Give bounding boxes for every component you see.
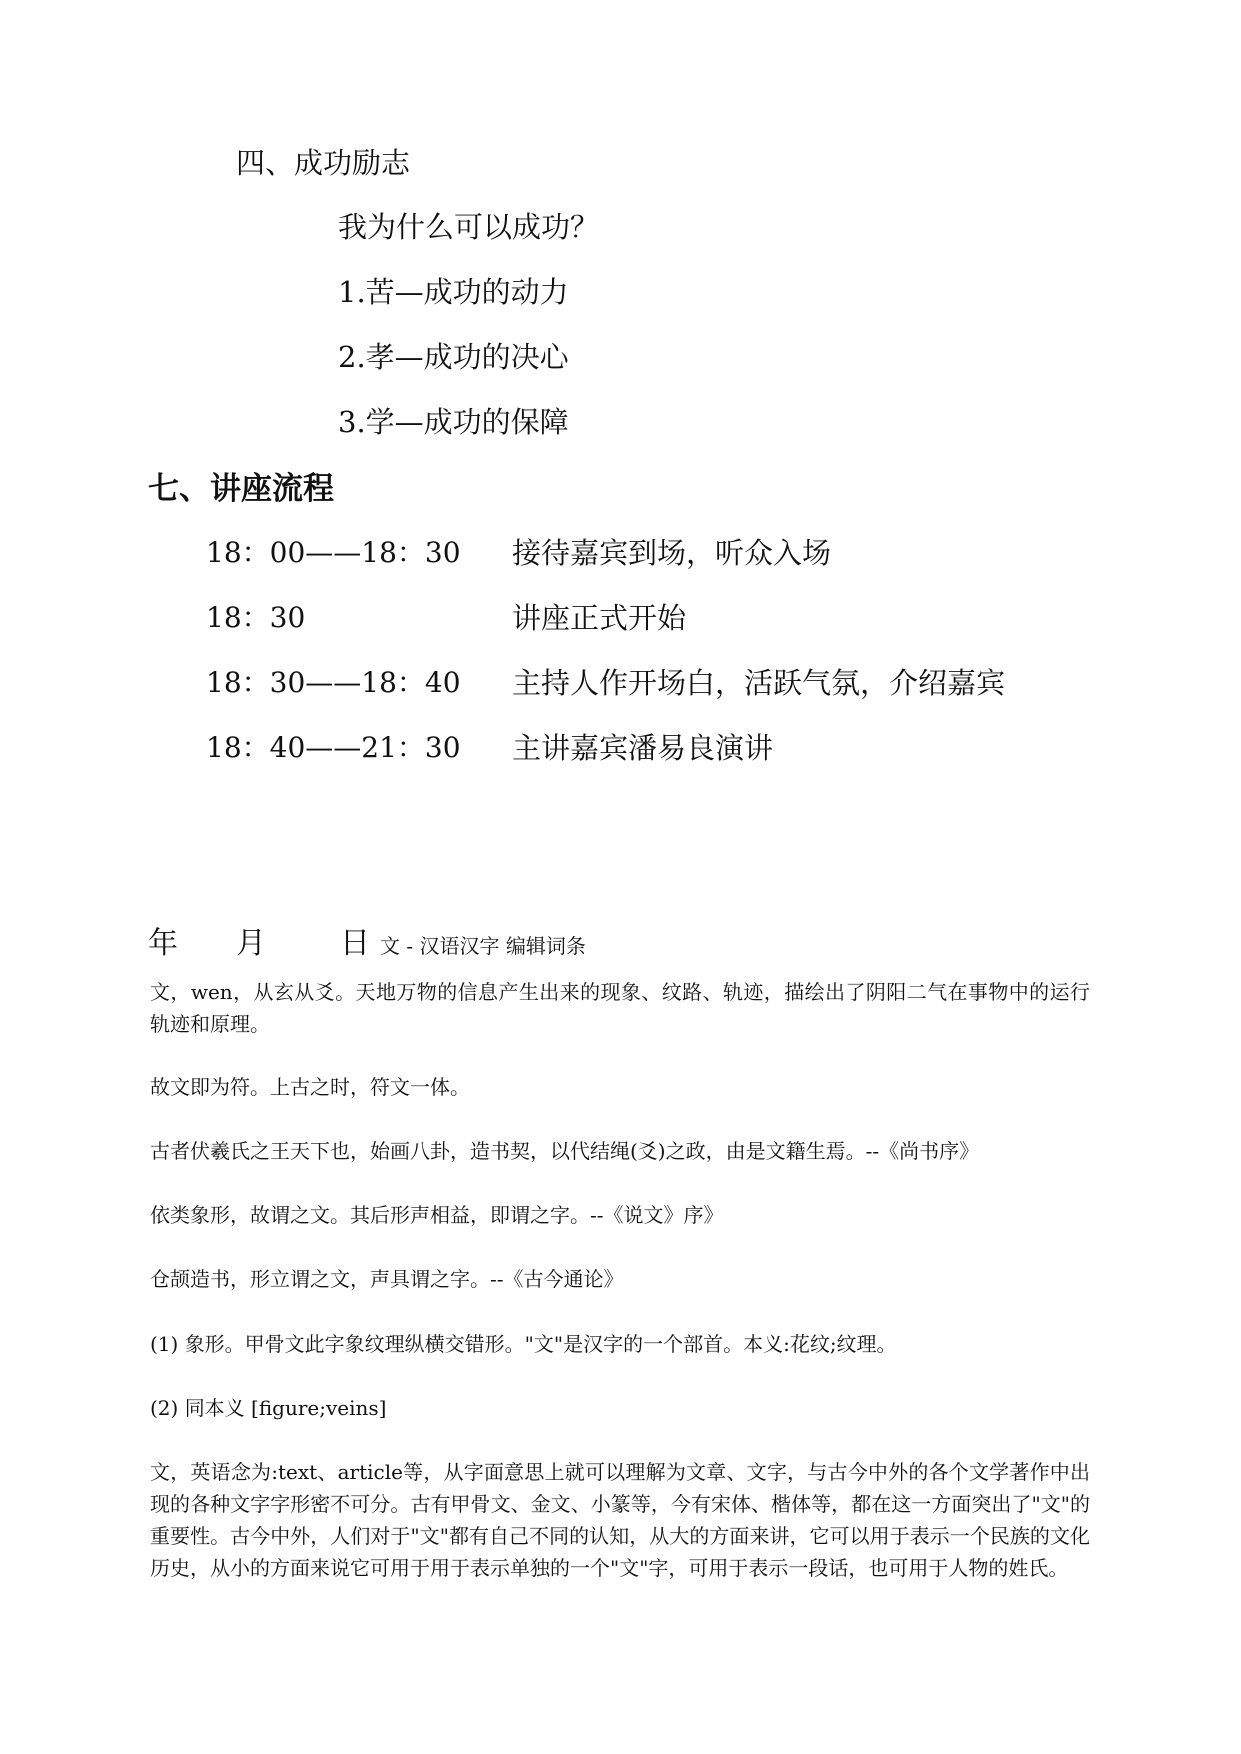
- section-4-question: 我为什么可以成功？: [338, 210, 600, 244]
- schedule-time-4: 18：40——21：30: [206, 731, 461, 764]
- date-month: 月: [236, 926, 266, 961]
- paragraph-3: 古者伏羲氏之王天下也，始画八卦，造书契，以代结绳(爻)之政，由是文籍生焉。--《尚书序》: [150, 1139, 980, 1163]
- section-7-heading: 七、讲座流程: [148, 471, 334, 507]
- schedule-time-1: 18：00——18：30: [206, 536, 461, 569]
- paragraph-7: (2) 同本义 [figure;veins]: [150, 1396, 387, 1420]
- section-4-item-1: 1.苦—成功的动力: [338, 275, 569, 309]
- schedule-desc-1: 接待嘉宾到场，听众入场: [512, 536, 832, 570]
- schedule-desc-3: 主持人作开场白，活跃气氛，介绍嘉宾: [512, 666, 1006, 700]
- section-4-heading: 四、成功励志: [236, 146, 411, 180]
- paragraph-6: (1) 象形。甲骨文此字象纹理纵横交错形。"文"是汉字的一个部首。本义:花纹;纹理。: [150, 1332, 897, 1356]
- schedule-time-3: 18：30——18：40: [206, 666, 461, 699]
- paragraph-1: 文，wen，从玄从爻。天地万物的信息产生出来的现象、纹路、轨迹，描绘出了阴阳二气在事物中的运行轨迹和原理。: [150, 980, 1090, 1036]
- entry-title: 文 - 汉语汉字 编辑词条: [380, 934, 586, 958]
- date-day: 日: [340, 926, 370, 961]
- schedule-desc-4: 主讲嘉宾潘易良演讲: [512, 731, 774, 765]
- schedule-desc-2: 讲座正式开始: [512, 601, 687, 635]
- paragraph-5: 仓颉造书，形立谓之文，声具谓之字。--《古今通论》: [150, 1267, 624, 1291]
- paragraph-4: 依类象形，故谓之文。其后形声相益，即谓之字。--《说文》序》: [150, 1203, 724, 1227]
- schedule-time-2: 18：30: [206, 601, 306, 634]
- paragraph-2: 故文即为符。上古之时，符文一体。: [150, 1075, 470, 1099]
- section-4-item-3: 3.学—成功的保障: [338, 405, 569, 439]
- section-4-item-2: 2.孝—成功的决心: [338, 340, 569, 374]
- date-year: 年: [148, 926, 178, 961]
- paragraph-8: 文，英语念为:text、article等，从字面意思上就可以理解为文章、文字，与古今中外的各个文学著作中出现的各种文字字形密不可分。古有甲骨文、金文、小篆等，今有宋体、楷体等，都在这一方面突出了"文"的重要性。古今中外，人们对于"文"都有自己不同的认知，从大的方面来讲，它可以用于表示一个民族的文化历史，从小的方面来说它可用于用于表示单独的一个"文"字，可用于表示一段话，也可用于人物的姓氏。: [150, 1460, 1090, 1580]
